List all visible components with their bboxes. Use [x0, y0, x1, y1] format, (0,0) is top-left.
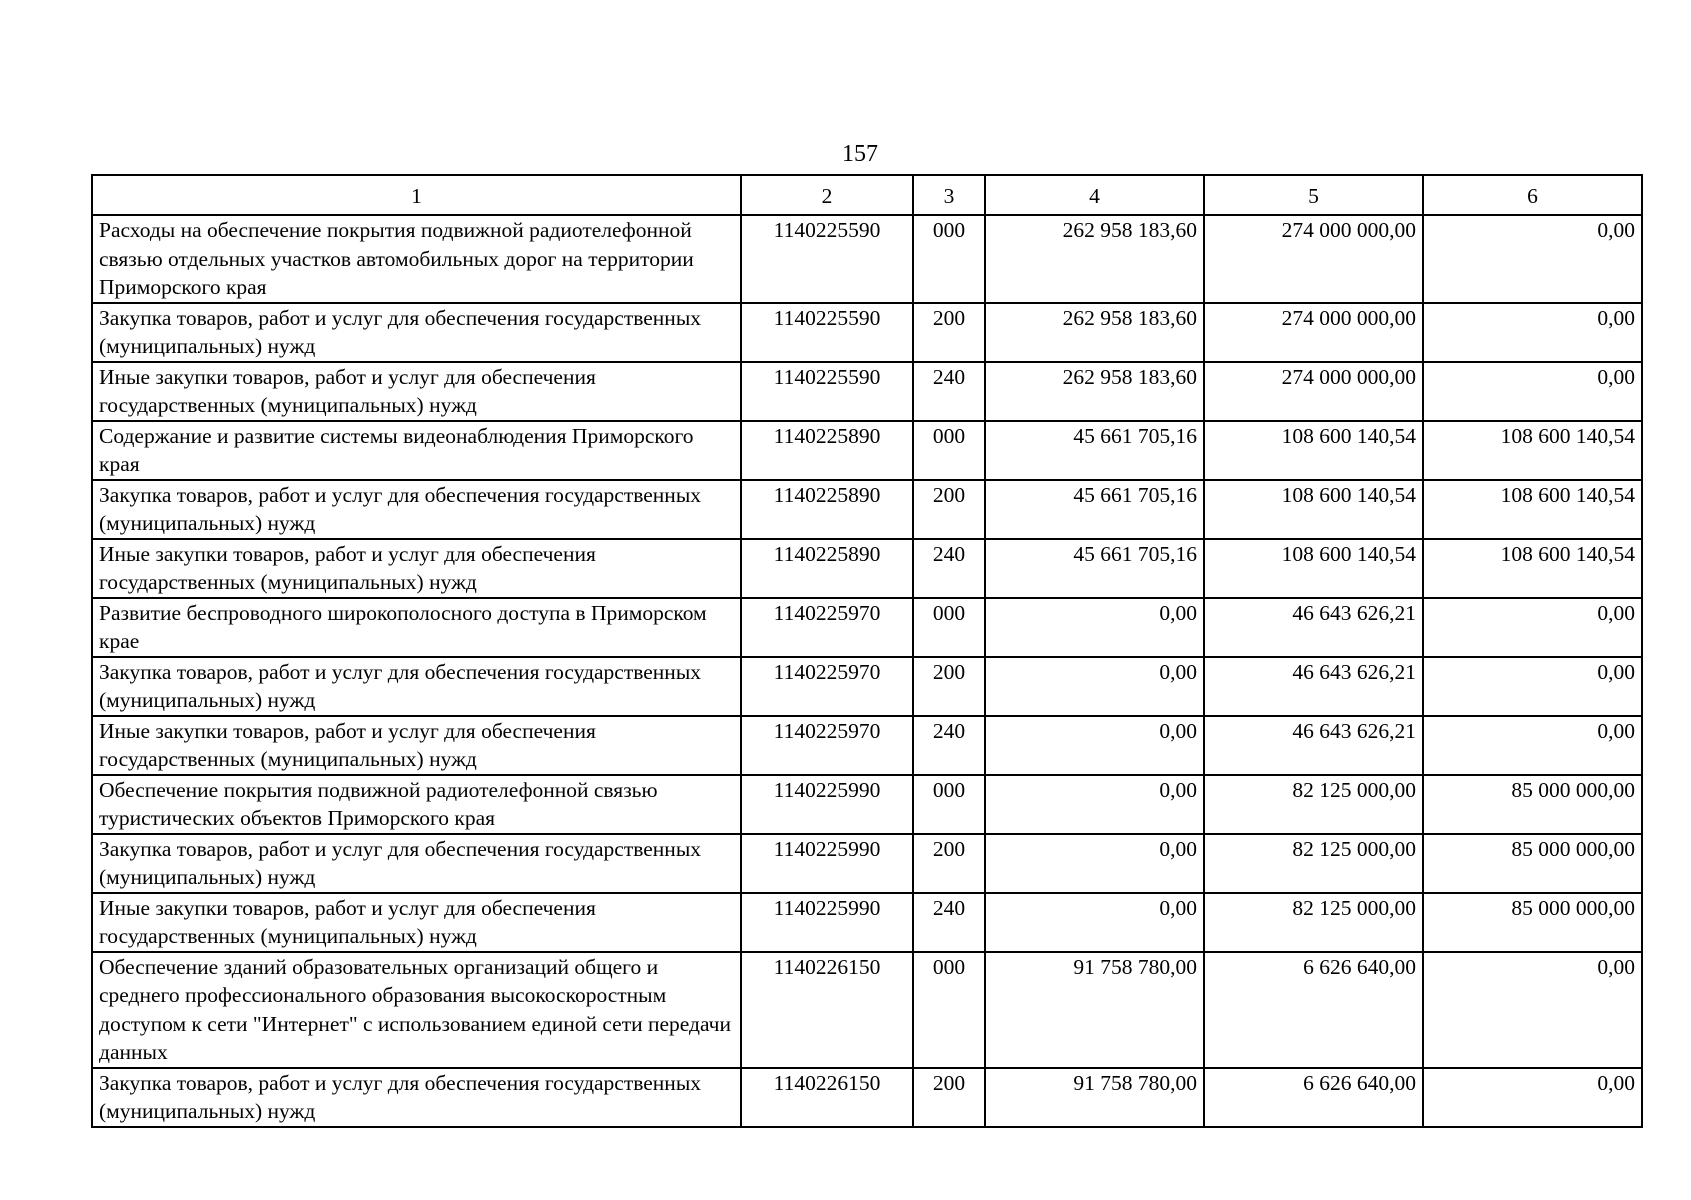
row-value-6: 85 000 000,00	[1423, 775, 1642, 834]
row-type: 240	[913, 362, 985, 421]
column-header-6: 6	[1423, 175, 1642, 215]
row-value-4: 0,00	[985, 716, 1204, 775]
table-row	[92, 893, 1642, 952]
row-type: 200	[913, 1068, 985, 1127]
row-value-5: 6 626 640,00	[1204, 1068, 1423, 1127]
column-header-3: 3	[913, 175, 985, 215]
row-code: 1140225990	[741, 893, 913, 952]
row-name: Содержание и развитие системы видеонаблюдения Приморского края	[92, 421, 741, 480]
row-value-4: 45 661 705,16	[985, 539, 1204, 598]
header-row	[92, 175, 1642, 215]
row-name: Закупка товаров, работ и услуг для обеспечения государственных (муниципальных) нужд	[92, 303, 741, 362]
row-value-5: 82 125 000,00	[1204, 775, 1423, 834]
row-code: 1140225990	[741, 834, 913, 893]
row-name: Развитие беспроводного широкополосного доступа в Приморском крае	[92, 598, 741, 657]
row-value-6: 0,00	[1423, 598, 1642, 657]
row-value-6: 0,00	[1423, 215, 1642, 303]
row-type: 240	[913, 893, 985, 952]
row-value-5: 274 000 000,00	[1204, 303, 1423, 362]
row-value-5: 46 643 626,21	[1204, 598, 1423, 657]
row-code: 1140225890	[741, 421, 913, 480]
row-type: 200	[913, 303, 985, 362]
row-value-4: 91 758 780,00	[985, 952, 1204, 1068]
row-value-6: 85 000 000,00	[1423, 834, 1642, 893]
row-type: 000	[913, 775, 985, 834]
budget-table	[91, 174, 1643, 1128]
row-code: 1140225990	[741, 775, 913, 834]
row-value-6: 0,00	[1423, 952, 1642, 1068]
row-value-6: 0,00	[1423, 303, 1642, 362]
row-type: 200	[913, 480, 985, 539]
row-value-4: 45 661 705,16	[985, 480, 1204, 539]
row-value-5: 6 626 640,00	[1204, 952, 1423, 1068]
table-row	[92, 539, 1642, 598]
row-type: 000	[913, 598, 985, 657]
table-body	[92, 215, 1642, 1127]
row-code: 1140225590	[741, 362, 913, 421]
row-name: Иные закупки товаров, работ и услуг для обеспечения государственных (муниципальных) нужд	[92, 362, 741, 421]
table-row	[92, 952, 1642, 1068]
row-value-4: 0,00	[985, 657, 1204, 716]
row-value-4: 0,00	[985, 775, 1204, 834]
row-code: 1140225890	[741, 539, 913, 598]
row-value-5: 46 643 626,21	[1204, 657, 1423, 716]
table-row	[92, 421, 1642, 480]
column-header-1: 1	[92, 175, 741, 215]
row-value-6: 85 000 000,00	[1423, 893, 1642, 952]
row-type: 000	[913, 952, 985, 1068]
column-header-2: 2	[741, 175, 913, 215]
row-type: 000	[913, 421, 985, 480]
table-row	[92, 303, 1642, 362]
row-type: 000	[913, 215, 985, 303]
table-row	[92, 480, 1642, 539]
row-name: Обеспечение зданий образовательных организаций общего и среднего профессионального образования высокоскоростным доступом к сети "Интернет" с использованием единой сети передачи данных	[92, 952, 741, 1068]
row-value-6: 108 600 140,54	[1423, 539, 1642, 598]
row-value-4: 45 661 705,16	[985, 421, 1204, 480]
row-type: 240	[913, 716, 985, 775]
table-row	[92, 362, 1642, 421]
row-value-5: 274 000 000,00	[1204, 362, 1423, 421]
table-row	[92, 716, 1642, 775]
row-value-6: 0,00	[1423, 716, 1642, 775]
row-code: 1140225970	[741, 657, 913, 716]
row-value-6: 108 600 140,54	[1423, 421, 1642, 480]
row-value-5: 274 000 000,00	[1204, 215, 1423, 303]
row-value-5: 108 600 140,54	[1204, 480, 1423, 539]
table-row	[92, 834, 1642, 893]
row-name: Иные закупки товаров, работ и услуг для обеспечения государственных (муниципальных) нужд	[92, 539, 741, 598]
row-value-4: 91 758 780,00	[985, 1068, 1204, 1127]
row-value-4: 0,00	[985, 834, 1204, 893]
row-value-4: 262 958 183,60	[985, 362, 1204, 421]
column-header-4: 4	[985, 175, 1204, 215]
row-value-4: 262 958 183,60	[985, 215, 1204, 303]
row-name: Обеспечение покрытия подвижной радиотелефонной связью туристических объектов Приморского края	[92, 775, 741, 834]
row-value-6: 0,00	[1423, 1068, 1642, 1127]
row-code: 1140226150	[741, 1068, 913, 1127]
row-value-5: 108 600 140,54	[1204, 421, 1423, 480]
row-value-6: 0,00	[1423, 362, 1642, 421]
row-name: Иные закупки товаров, работ и услуг для обеспечения государственных (муниципальных) нужд	[92, 716, 741, 775]
row-value-4: 262 958 183,60	[985, 303, 1204, 362]
row-type: 200	[913, 657, 985, 716]
row-name: Закупка товаров, работ и услуг для обеспечения государственных (муниципальных) нужд	[92, 1068, 741, 1127]
row-name: Закупка товаров, работ и услуг для обеспечения государственных (муниципальных) нужд	[92, 480, 741, 539]
row-code: 1140225890	[741, 480, 913, 539]
row-value-5: 82 125 000,00	[1204, 834, 1423, 893]
row-name: Закупка товаров, работ и услуг для обеспечения государственных (муниципальных) нужд	[92, 657, 741, 716]
row-name: Расходы на обеспечение покрытия подвижной радиотелефонной связью отдельных участков автомобильных дорог на территории Приморского края	[92, 215, 741, 303]
row-value-5: 108 600 140,54	[1204, 539, 1423, 598]
row-type: 240	[913, 539, 985, 598]
row-code: 1140225590	[741, 303, 913, 362]
row-code: 1140225970	[741, 716, 913, 775]
table-row	[92, 598, 1642, 657]
row-value-6: 0,00	[1423, 657, 1642, 716]
row-value-5: 46 643 626,21	[1204, 716, 1423, 775]
row-value-5: 82 125 000,00	[1204, 893, 1423, 952]
row-value-4: 0,00	[985, 893, 1204, 952]
row-value-6: 108 600 140,54	[1423, 480, 1642, 539]
table-row	[92, 775, 1642, 834]
row-name: Закупка товаров, работ и услуг для обеспечения государственных (муниципальных) нужд	[92, 834, 741, 893]
row-code: 1140226150	[741, 952, 913, 1068]
row-type: 200	[913, 834, 985, 893]
row-code: 1140225590	[741, 215, 913, 303]
row-name: Иные закупки товаров, работ и услуг для обеспечения государственных (муниципальных) нужд	[92, 893, 741, 952]
table-row	[92, 657, 1642, 716]
column-header-5: 5	[1204, 175, 1423, 215]
table-row	[92, 215, 1642, 303]
table-header	[92, 175, 1642, 215]
row-code: 1140225970	[741, 598, 913, 657]
row-value-4: 0,00	[985, 598, 1204, 657]
table-row	[92, 1068, 1642, 1127]
page-number: 157	[842, 141, 878, 167]
